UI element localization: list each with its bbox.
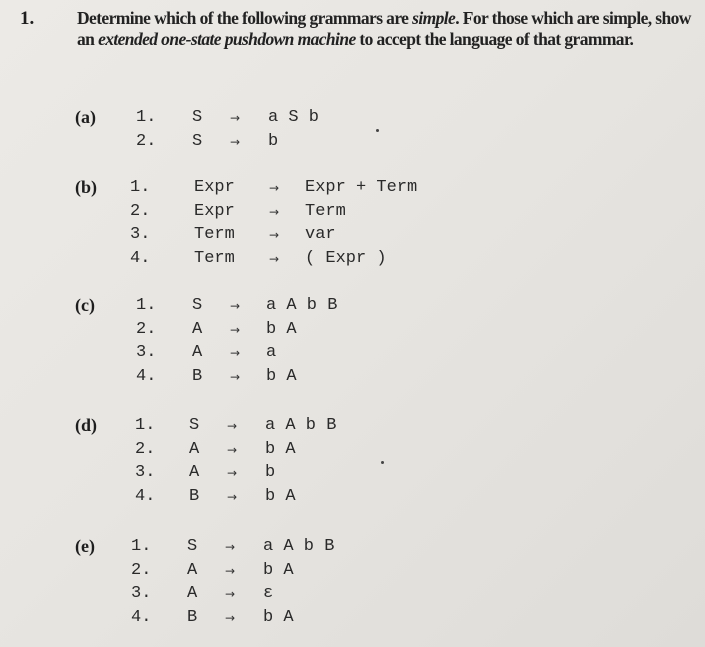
derives-arrow: →: [227, 442, 238, 457]
rule-lhs: S: [192, 108, 203, 127]
rule-lhs: B: [187, 607, 198, 627]
rule-rhs: b A: [265, 486, 296, 506]
rule-lhs: A: [192, 319, 203, 339]
rule-rhs: a A b B: [266, 296, 338, 315]
rule-rhs: ( Expr ): [305, 248, 387, 268]
rule-number: 3.: [131, 584, 152, 603]
rule-number: 1.: [135, 416, 156, 435]
rule-number: 4.: [135, 486, 156, 506]
rule-lhs: A: [187, 560, 198, 580]
derives-arrow: →: [227, 419, 238, 433]
derives-arrow: →: [227, 466, 238, 480]
question-text-part: . For those which are simple, show an: [77, 8, 691, 49]
rule-rhs: var: [305, 225, 336, 244]
rule-number: 3.: [136, 343, 157, 362]
rule-lhs: Expr: [194, 178, 235, 197]
derives-arrow: →: [269, 228, 280, 242]
rule-number: 2.: [131, 560, 152, 580]
derives-arrow: →: [230, 134, 241, 149]
derives-arrow: →: [225, 563, 236, 578]
rule-rhs: ε: [263, 584, 274, 603]
rule-number: 2.: [135, 439, 156, 459]
derives-arrow: →: [230, 346, 241, 360]
rule-number: 2.: [130, 201, 151, 221]
derives-arrow: →: [269, 181, 280, 195]
question-text-part: Determine which of the following grammars are: [77, 8, 413, 28]
rule-lhs: S: [187, 537, 198, 556]
rule-lhs: S: [189, 416, 200, 435]
rule-lhs: Term: [194, 225, 235, 244]
rule-number: 1.: [130, 178, 151, 197]
stray-mark: [381, 461, 384, 464]
rule-number: 4.: [136, 366, 157, 386]
derives-arrow: →: [225, 540, 236, 554]
rule-rhs: b: [265, 463, 276, 482]
rule-number: 1.: [136, 108, 157, 127]
rule-lhs: A: [189, 439, 200, 459]
rule-number: 2.: [136, 131, 157, 151]
part-label: (e): [75, 536, 95, 556]
rule-rhs: b A: [263, 560, 294, 580]
question-text: [77, 8, 692, 50]
part-label: (b): [75, 177, 97, 197]
rule-number: 4.: [131, 607, 152, 627]
derives-arrow: →: [225, 587, 236, 601]
rule-rhs: b A: [266, 319, 297, 339]
rule-number: 3.: [130, 225, 151, 244]
rule-lhs: B: [192, 366, 203, 386]
rule-number: 3.: [135, 463, 156, 482]
rule-lhs: S: [192, 131, 203, 151]
rule-rhs: a: [266, 343, 277, 362]
part-label: (a): [75, 107, 96, 127]
derives-arrow: →: [230, 322, 241, 337]
question-number: 1.: [20, 8, 35, 29]
rule-number: 2.: [136, 319, 157, 339]
derives-arrow: →: [269, 204, 280, 219]
rule-lhs: Expr: [194, 201, 235, 221]
stray-mark: [376, 129, 379, 132]
rule-lhs: A: [187, 584, 198, 603]
rule-rhs: a A b B: [265, 416, 337, 435]
rule-lhs: Term: [194, 248, 235, 268]
question-term-pushdown-machine: extended one-state pushdown machine: [98, 29, 356, 49]
rule-lhs: A: [189, 463, 200, 482]
rule-rhs: b: [268, 131, 279, 151]
derives-arrow: →: [227, 489, 238, 504]
rule-rhs: Term: [305, 201, 346, 221]
part-label: (d): [75, 415, 97, 435]
question-term-simple: simple: [412, 8, 456, 28]
rule-rhs: b A: [266, 366, 297, 386]
rule-number: 1.: [131, 537, 152, 556]
rule-lhs: B: [189, 486, 200, 506]
rule-rhs: Expr + Term: [305, 178, 418, 197]
rule-number: 4.: [130, 248, 151, 268]
rule-rhs: b A: [265, 439, 296, 459]
rule-rhs: a A b B: [263, 537, 335, 556]
rule-number: 1.: [136, 296, 157, 315]
derives-arrow: →: [225, 610, 236, 625]
derives-arrow: →: [230, 299, 241, 313]
derives-arrow: →: [230, 369, 241, 384]
rule-lhs: A: [192, 343, 203, 362]
part-label: (c): [75, 295, 95, 315]
derives-arrow: →: [269, 251, 280, 266]
derives-arrow: →: [230, 111, 241, 125]
rule-lhs: S: [192, 296, 203, 315]
question-text-part: to accept the language of that grammar.: [355, 29, 634, 49]
rule-rhs: a S b: [268, 108, 320, 127]
rule-rhs: b A: [263, 607, 294, 627]
